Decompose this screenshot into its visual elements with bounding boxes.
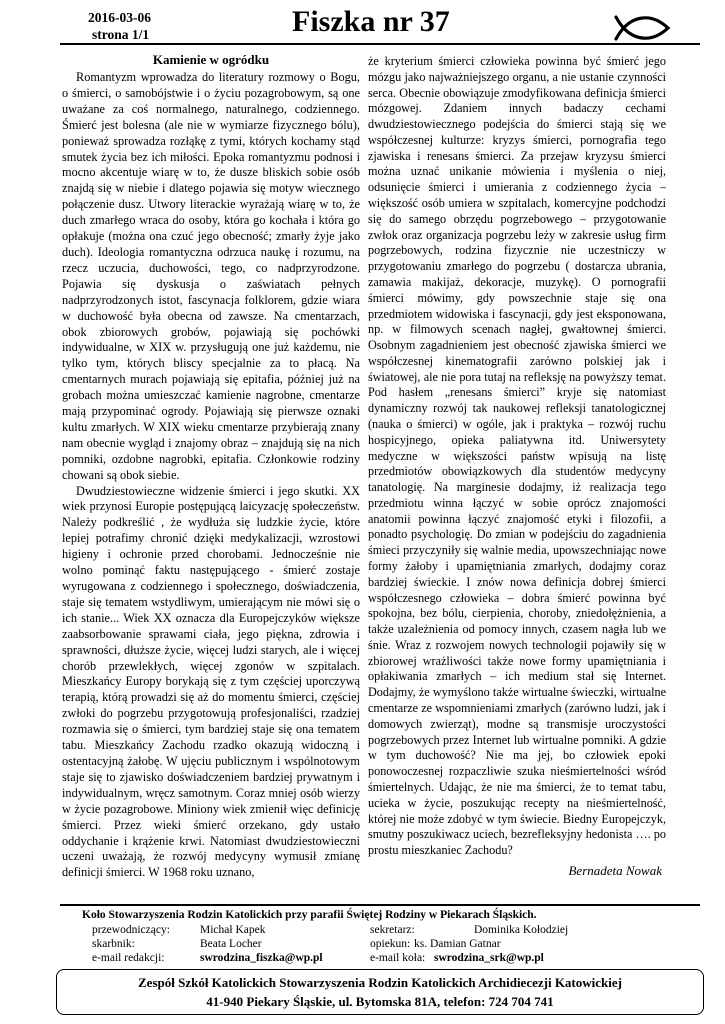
chair-row (92, 923, 265, 937)
address-box (56, 969, 704, 1015)
treasurer-row (92, 937, 262, 951)
club-name: Koło Stowarzyszenia Rodzin Katolickich przy parafii Świętej Rodziny w Piekarach Śląskich. (82, 909, 537, 921)
ichthys-fish-icon (612, 12, 672, 44)
article-paragraph: że kryterium śmierci człowieka powinna być śmierć jego mózgu jako najważniejszego organu, a nie ustanie czynności serca. Obecnie obowiązuje zmodyfikowana definicja śmierci mózgowej. Zdaniem innych badaczy cechami dwudziestowiecznego podejścia do śmierci stają się we współczesnej kulturze: kryzys śmierci, pornografia tego zjawiska i renesans śmierci. Za przejaw kryzysu śmierci można uznać unikanie mówienia i myślenia o niej, odsunięcie śmierci i umierania z codziennego życia – większość osób umiera w szpitalach, komercyjne podchodzi się do samego obrzędu pogrzebowego – przygotowanie zwłok oraz organizacja pogrzebu leży w zakresie usług firm pogrzebowych, rodzina fizycznie nie uczestniczy w przygotowaniu zmarłego do pogrzebu ( dostarcza ubrania, zamawia makijaż, dekoracje, muzykę). O pornografii śmierci mówimy, gdy powszechnie staje się ona przedmiotem widowiska i fascynacji, gdy jest eksponowana, np. w filmowych scenach nagłej, gwałtownej śmierci. Osobnym zagadnieniem jest obecność zjawiska śmierci we współczesnej kinematografii zarówno polskiej jak i światowej, ale nie pora tutaj na refleksję na powyższy temat. Pod hasłem „renesans śmierci” kryje się natomiast dynamiczny rozwój tak naukowej refleksji tanatologicznej (nauka o śmierci) w ogóle, jak i praktyka – rozwój ruchu hospicyjnego, opieka paliatywna itd. Uniwersytety medyczne w większości państw wpisują na listę przedmiotów obowiązkowych dla studentów medycyny tanatologię. Na marginesie dodajmy, iż realizacja tego przedmiotu winna łączyć w sobie oprócz znajomości anatomii powinna łączyć znajomość etyki i filozofii, a ponadto psychologię. Do zmian w podejściu do zagadnienia śmieci przyczyniły się walnie media, upowszechniając nowe formy żałoby i upamiętniania zmarłych, dodajmy coraz bardziej świeckie. I znów nowa definicja dobrej śmierci współczesnego człowieka – dobra śmierć powinna być spokojna, bez bólu, cierpienia, choroby, zniedołężnienia, a także uzależnienia od pomocy innych, czasem nagła lub we śnie. Wraz z rozwojem nowych technologii pojawiły się w zbiorowej wrażliwości także nowe formy upamiętniania i opłakiwania zmarłych – ich medium stał się Internet. Dodajmy, że wymyślono także wirtualne świeczki, wirtualne cmentarze ze wspomnieniami zmarłych (zarówno ludzi, jak i domowych zwierząt), modne są transmisje uroczystości pogrzebowych przez Internet lub wirtualne pomniki. A gdzie w tym duchowość? Nie ma jej, bo człowiek epoki ponowoczesnej rozpaczliwie szuka nieśmiertelności wśród śmiertelnych. Udając, że nie ma śmierci, że to temat tabu, ucieka w życie, poszukując recepty na nieśmiertelność, której nie może zdobyć w tym świecie. Biedny Europejczyk, smutny poszukiwacz uciech, bezrefleksyjny hedonista …. po prostu mieszkaniec Zachodu? (368, 54, 666, 858)
chair-label: przewodniczący: (92, 924, 170, 936)
header-rule (60, 43, 700, 45)
secretary-value: Dominika Kołodziej (474, 924, 569, 936)
guardian-row (370, 937, 501, 951)
secretary-row (370, 923, 568, 937)
club-email-row (370, 951, 544, 965)
treasurer-label: skarbnik: (92, 938, 135, 950)
page-number: strona 1/1 (92, 27, 150, 42)
treasurer-value: Beata Locher (200, 938, 262, 950)
editor-email-row (92, 951, 323, 965)
article-paragraph: Dwudziestowieczne widzenie śmierci i jego skutki. XX wiek przynosi Europie postępującą laicyzację społeczeństw. Należy podkreślić , że wydłuża się ludzkie życie, które lepiej potrafimy chronić dzięki medykalizacji, wzrostowi higieny i ochronie przed chorobami. Jednocześnie nie wolno pominąć faktu następującego - śmierć zostaje wyrugowana z codziennego i społecznego, doświadczenia, staje się tematem wstydliwym, umierającym nie mówi się o ich stanie... Wiek XX oznacza dla Europejczyków większe zaabsorbowanie sprawami ciała, jego piękna, zdrowia i sprawności, dłuższe życie, więcej ludzi starych, ale i więcej chorób przewlekłych, więcej zgonów w szpitalach. Mieszkańcy Europy borykają się z tym częściej uporczywą terapią, którą prowadzi się aż do momentu śmierci, częściej zwłoki do pogrzebu przygotowują profesjonaliści, rzadziej rozmawia się o śmierci, tym bardziej staje się ona tematem tabu. Mieszkańcy Zachodu rzadko okazują widoczną i ostentacyjną żałobę. W ujęciu publicznym i wspólnotowym staje się to zjawisko doświadczeniem bardziej prywatnym i indywidualnym, wręcz samotnym. Coraz mniej osób wierzy w życie pozagrobowe. Miniony wiek zmienił więc definicję śmierci. Przez wieki śmierć orzekano, gdy ustało oddychanie i krążenie krwi. Natomiast dwudziestowieczni uczeni uważają, że rozwój medycyny wymusił zmianę definicji śmierci. W 1968 roku uznano, (62, 483, 360, 880)
issue-date: 2016-03-06 (88, 10, 151, 25)
editor-email-label: e-mail redakcji: (92, 952, 165, 964)
school-name: Zespół Szkół Katolickich Stowarzyszenia Rodzin Katolickich Archidiecezji Katowickiej (138, 975, 622, 990)
club-email-label: e-mail koła: (370, 952, 426, 964)
guardian-label: opiekun: (370, 938, 411, 950)
secretary-label: sekretarz: (370, 924, 415, 936)
article-title: Kamienie w ogródku (152, 52, 270, 67)
chair-value: Michał Kapek (200, 924, 266, 936)
guardian-value: ks. Damian Gatnar (414, 938, 501, 950)
club-email-link[interactable]: swrodzina_srk@wp.pl (434, 952, 544, 964)
article-paragraph: Romantyzm wprowadza do literatury rozmowy o Bogu, o śmierci, o samobójstwie i o życiu pozagrobowym, są one uważane za coś normalnego, naturalnego, codziennego. Śmierć jest bolesna (ale nie w wymiarze fizycznego bólu), ponieważ sprowadza rozłąkę z tymi, których kochamy stąd smutek życia bez ich miłości. Epoka romantyzmu podnosi i mocno akcentuje wiarę w to, że dusze bliskich sobie osób znajdą się w niebie i dlatego pojawia się motyw wiecznego połączenie dusz. Utwory literackie wyrażają wiarę w to, że duch zmarłego wraca do osoby, która go kochała i która go opłakuje (można ona czuć jego obecność; zmarły żyje jako duch). Ideologia romantyczna odrzuca naukę i rozumu, na rzecz uczucia, duchowości, tego, co nadprzyrodzone. Pojawia się dyskusja o zaświatach pełnych nadprzyrodzonych istot, fascynacja folklorem, gdzie wiara w duchowość była obecna od zawsze. Na cmentarzach, obok zbiorowych grobów, pojawiają się pochówki indywidualne, w XIX w. przysługują one już każdemu, nie tylko tym, których bliscy specjalnie za to płacą. Na cmentarnych murach pojawiają się epitafia, później już na grobach można umieszczać kamienie nagrobne, cmentarze mają przypominać ogrody. Pojawiają się pierwsze oznaki kultu zmarłych. W XIX wieku cmentarze przybierają znany nam obecnie wygląd i znajomy obraz – znajdują się na nich pomniki, ozdobne nagrobki, epitafia. Członkowie rodziny chowani są obok siebie. (62, 70, 360, 482)
article-column-left (62, 52, 360, 881)
editor-email-link[interactable]: swrodzina_fiszka@wp.pl (200, 952, 323, 964)
newsletter-title: Fiszka nr 37 (292, 5, 450, 38)
article-column-right (368, 54, 666, 879)
address-phone: 41-940 Piekary Śląskie, ul. Bytomska 81A, telefon: 724 704 741 (206, 994, 554, 1009)
footer-rule (60, 904, 700, 906)
article-author: Bernadeta Nowak (568, 862, 662, 878)
